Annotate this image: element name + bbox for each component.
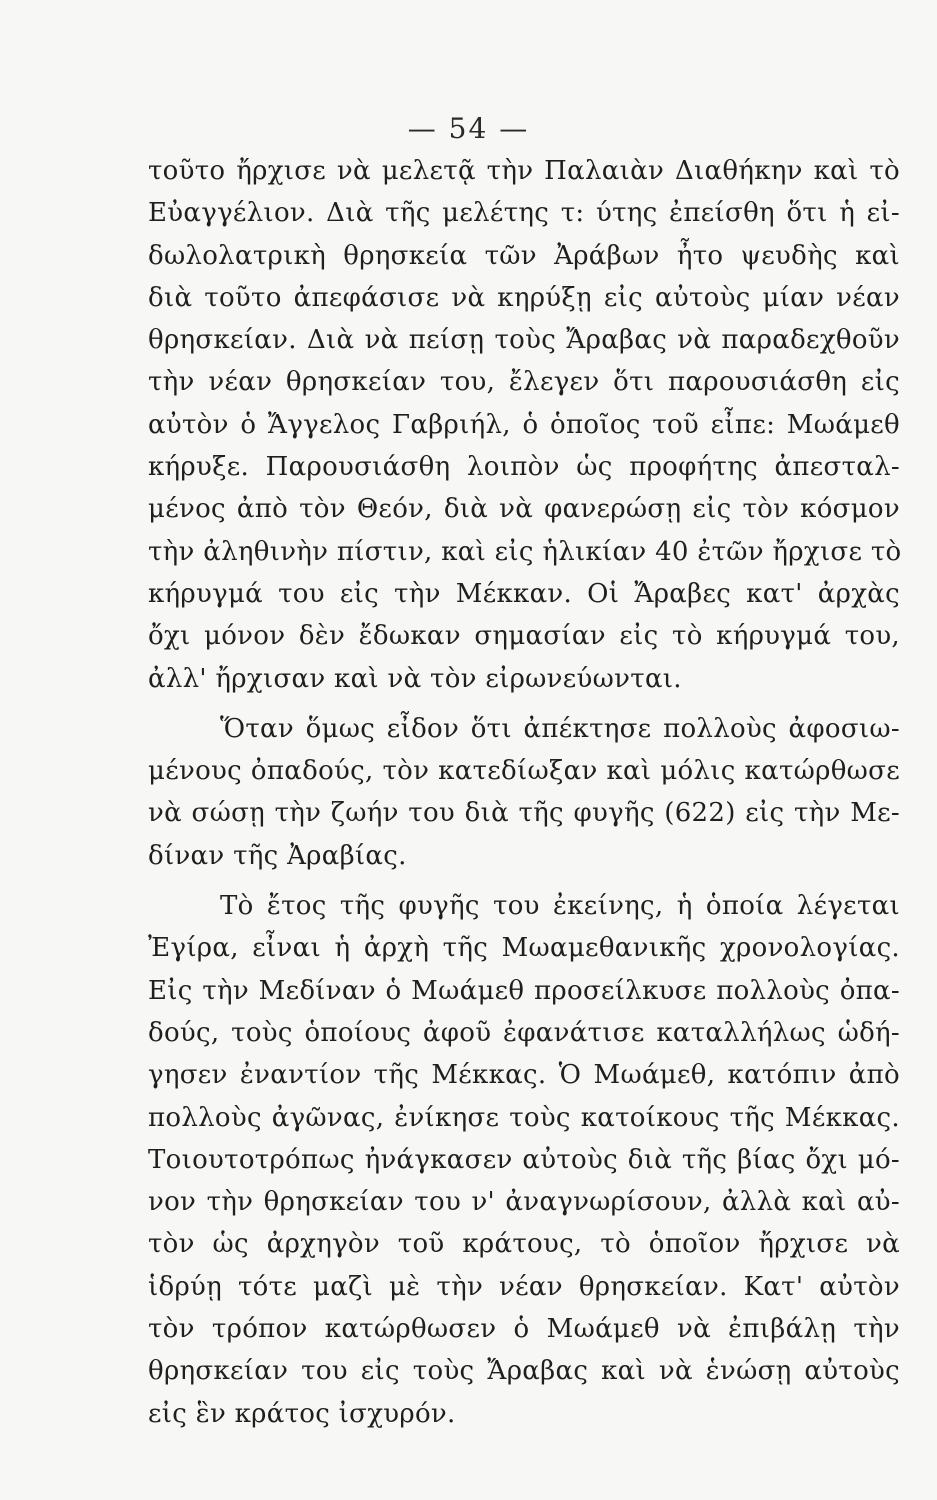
text-line: διὰ τοῦτο ἀπεφάσισε νὰ κηρύξῃ εἰς αὐτοὺς μίαν νέαν: [148, 282, 900, 313]
paragraph-gap: [148, 877, 900, 885]
text-line: τὴν νέαν θρησκείαν του, ἔλεγεν ὅτι παρουσιάσθη εἰς: [148, 367, 900, 398]
text-line: θρησκείαν. Διὰ νὰ πείσῃ τοὺς Ἄραβας νὰ παραδεχθοῦν: [148, 325, 900, 356]
text-line: δωλολατρικὴ θρησκεία τῶν Ἀράβων ἦτο ψευδὴς καὶ: [148, 240, 900, 271]
text-line: αὐτὸν ὁ Ἄγγελος Γαβριήλ, ὁ ὁποῖος τοῦ εἶπε: Μωάμεθ: [148, 409, 900, 440]
text-line: Τὸ ἔτος τῆς φυγῆς του ἐκείνης, ἡ ὁποία λέγεται: [220, 891, 900, 922]
text-line: μένους ὀπαδούς, τὸν κατεδίωξαν καὶ μόλις κατώρθωσε: [148, 756, 900, 787]
text-line: τὴν ἀληθινὴν πίστιν, καὶ εἰς ἡλικίαν 40 ἐτῶν ἤρχισε τὸ: [148, 536, 902, 567]
text-line: δίναν τῆς Ἀραβίας.: [148, 840, 407, 871]
paragraph-1: [148, 150, 900, 700]
text-line: Εἰς τὴν Μεδίναν ὁ Μωάμεθ προσείλκυσε πολλοὺς ὀπα-: [148, 975, 900, 1006]
text-line: κήρυξε. Παρουσιάσθη λοιπὸν ὡς προφήτης ἀπεσταλ-: [148, 452, 900, 483]
text-line: ὄχι μόνον δὲν ἔδωκαν σημασίαν εἰς τὸ κήρυγμά του,: [148, 621, 900, 652]
text-line: τὸν ὡς ἀρχηγὸν τοῦ κράτους, τὸ ὁποῖον ἤρχισε νὰ: [148, 1229, 900, 1260]
text-line: τοῦτο ἤρχισε νὰ μελετᾷ τὴν Παλαιὰν Διαθήκην καὶ τὸ: [148, 156, 900, 186]
text-line: ἀλλ' ἤρχισαν καὶ νὰ τὸν εἰρωνεύωνται.: [148, 663, 682, 694]
text-line: ἱδρύῃ τότε μαζὶ μὲ τὴν νέαν θρησκείαν. Κατ' αὐτὸν: [148, 1271, 900, 1302]
text-line: γησεν ἐναντίον τῆς Μέκκας. Ὁ Μωάμεθ, κατόπιν ἀπὸ: [148, 1060, 900, 1091]
text-line: κήρυγμά του εἰς τὴν Μέκκαν. Οἱ Ἄραβες κατ' ἀρχὰς: [148, 578, 900, 609]
paragraph-gap: [148, 700, 900, 708]
text-line: πολλοὺς ἀγῶνας, ἐνίκησε τοὺς κατοίκους τῆς Μέκκας.: [148, 1102, 900, 1133]
text-line: δούς, τοὺς ὁποίους ἀφοῦ ἐφανάτισε καταλλήλως ὡδή-: [148, 1017, 900, 1048]
text-line: θρησκείαν του εἰς τοὺς Ἄραβας καὶ νὰ ἑνώσῃ αὐτοὺς: [148, 1356, 900, 1387]
text-line: Ἐγίρα, εἶναι ἡ ἀρχὴ τῆς Μωαμεθανικῆς χρονολογίας.: [148, 933, 900, 964]
text-line: Ὅταν ὅμως εἶδον ὅτι ἀπέκτησε πολλοὺς ἀφοσιω-: [220, 713, 900, 744]
text-line: εἰς ἓν κράτος ἰσχυρόν.: [148, 1398, 456, 1429]
text-line: τὸν τρόπον κατώρθωσεν ὁ Μωάμεθ νὰ ἐπιβάλῃ τὴν: [148, 1314, 900, 1345]
page-number: — 54 —: [407, 112, 530, 145]
text-line: Τοιουτοτρόπως ἠνάγκασεν αὐτοὺς διὰ τῆς βίας ὄχι μό-: [148, 1144, 900, 1175]
paragraph-2: [148, 708, 900, 877]
text-line: Εὐαγγέλιον. Διὰ τῆς μελέτης τ: ύτης ἐπείσθη ὅτι ἡ εἰ-: [148, 198, 900, 229]
text-line: νὰ σώσῃ τὴν ζωήν του διὰ τῆς φυγῆς (622) εἰς τὴν Με-: [148, 798, 900, 829]
body-text: [148, 150, 900, 1435]
text-line: μένος ἀπὸ τὸν Θεόν, διὰ νὰ φανερώσῃ εἰς τὸν κόσμον: [148, 494, 900, 525]
text-line: νον τὴν θρησκείαν του ν' ἀναγνωρίσουν, ἀλλὰ καὶ αὐ-: [148, 1187, 900, 1218]
paragraph-3: [148, 885, 900, 1435]
